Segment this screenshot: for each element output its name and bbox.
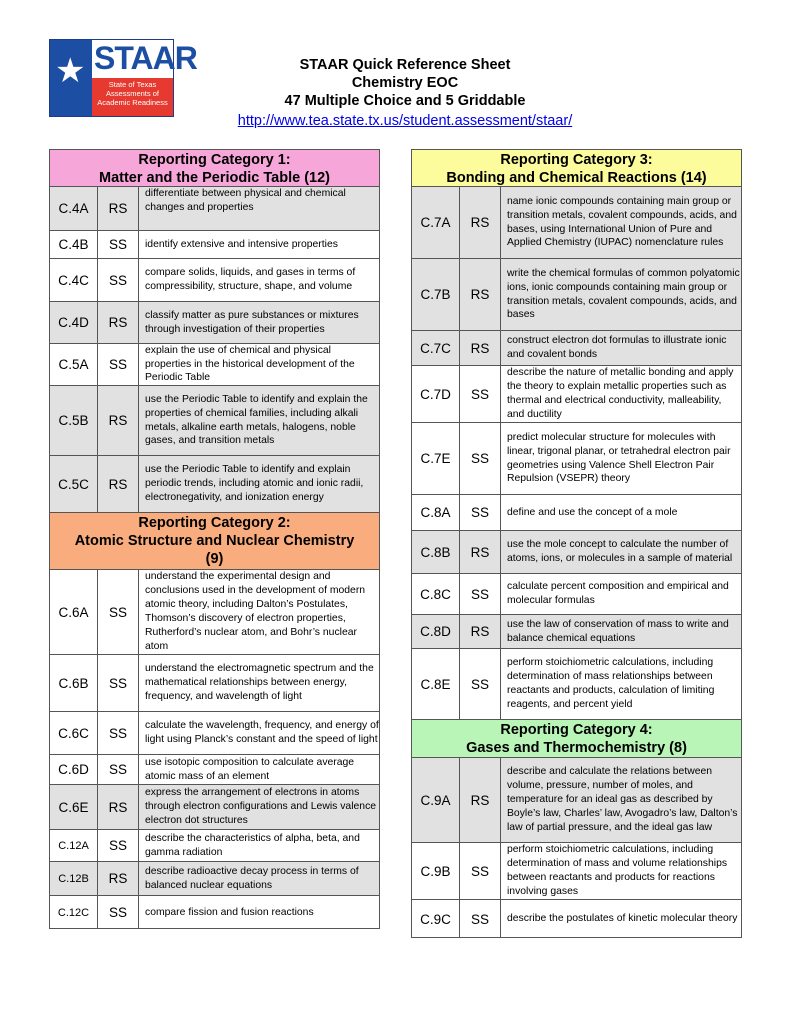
standard-level: RS bbox=[98, 785, 139, 829]
standard-level: RS bbox=[98, 862, 139, 895]
standard-code: C.12C bbox=[50, 896, 98, 929]
standard-code: C.9C bbox=[412, 900, 460, 938]
standard-code: C.6D bbox=[50, 755, 98, 784]
standard-level: RS bbox=[460, 531, 501, 573]
standard-code: C.8A bbox=[412, 495, 460, 530]
table-row bbox=[412, 494, 741, 530]
table-row bbox=[50, 861, 379, 895]
category-3-name: Bonding and Chemical Reactions (14) bbox=[446, 170, 707, 186]
category-1-name: Matter and the Periodic Table (12) bbox=[99, 170, 330, 186]
standard-code: C.7D bbox=[412, 366, 460, 422]
standard-code: C.12A bbox=[50, 830, 98, 861]
table-row bbox=[412, 614, 741, 648]
standard-level: SS bbox=[98, 344, 139, 385]
standard-description: define and use the concept of a mole bbox=[507, 506, 678, 518]
standard-level: RS bbox=[98, 302, 139, 343]
standard-level: RS bbox=[98, 456, 139, 512]
standard-level: RS bbox=[460, 331, 501, 365]
standard-code: C.4C bbox=[50, 259, 98, 301]
standard-description: write the chemical formulas of common polyatomic ions, ionic compounds containing main group or transition metals, covalent compounds, acids, and bases bbox=[507, 267, 740, 321]
table-row bbox=[412, 365, 741, 422]
table-row bbox=[50, 754, 379, 784]
standard-description: explain the use of chemical and physical properties in the historical development of the Periodic Table bbox=[145, 344, 355, 384]
table-row bbox=[50, 230, 379, 258]
standard-description: perform stoichiometric calculations, including determination of mass relationships between reactants and products, calculation of limiting reagents, and percent yield bbox=[507, 657, 715, 710]
category-3-header bbox=[412, 149, 741, 186]
standard-level: SS bbox=[460, 366, 501, 422]
standard-description: calculate the wavelength, frequency, and energy of light using Planck’s constant and the speed of light bbox=[145, 720, 379, 745]
table-row bbox=[50, 343, 379, 385]
standard-description: compare solids, liquids, and gases in terms of compressibility, structure, shape, and volume bbox=[145, 267, 356, 292]
category-2-name: Atomic Structure and Nuclear Chemistry bbox=[74, 533, 355, 549]
standard-description: use the law of conservation of mass to write and balance chemical equations bbox=[507, 618, 729, 644]
standard-level: SS bbox=[98, 830, 139, 861]
table-row bbox=[50, 301, 379, 343]
standard-level: SS bbox=[460, 900, 501, 938]
standard-code: C.8B bbox=[412, 531, 460, 573]
standard-code: C.6A bbox=[50, 570, 98, 654]
table-row bbox=[50, 385, 379, 455]
page-subtitle: Chemistry EOC bbox=[351, 75, 459, 91]
standard-description: identify extensive and intensive properties bbox=[145, 238, 338, 250]
table-row bbox=[50, 784, 379, 829]
standard-description: perform stoichiometric calculations, including determination of mass and volume relationships between reactants and products for reactions involving gases bbox=[507, 844, 728, 897]
star-icon: ★ bbox=[55, 51, 86, 91]
standard-level: SS bbox=[98, 231, 139, 258]
standard-code: C.9A bbox=[412, 758, 460, 842]
standard-code: C.4B bbox=[50, 231, 98, 258]
standard-level: SS bbox=[98, 896, 139, 929]
standard-description: describe the characteristics of alpha, beta, and gamma radiation bbox=[145, 832, 360, 858]
category-2-count: (9) bbox=[205, 551, 224, 567]
logo-wordmark: STAAR bbox=[94, 40, 197, 76]
table-row bbox=[50, 569, 379, 654]
standard-code: C.12B bbox=[50, 862, 98, 895]
table-row bbox=[412, 842, 741, 899]
standard-code: C.5A bbox=[50, 344, 98, 385]
table-row bbox=[412, 530, 741, 573]
standard-description: compare fission and fusion reactions bbox=[145, 906, 314, 918]
table-row bbox=[50, 711, 379, 754]
standard-code: C.7C bbox=[412, 331, 460, 365]
standard-description: describe radioactive decay process in terms of balanced nuclear equations bbox=[145, 865, 359, 891]
standard-description: use the Periodic Table to identify and explain the properties of chemical families, including alkali metals, alkaline earth metals, halogens, noble gases, and transition metals bbox=[145, 393, 368, 447]
category-1-title: Reporting Category 1: bbox=[138, 152, 291, 168]
left-column bbox=[49, 149, 380, 929]
standard-description: differentiate between physical and chemical changes and properties bbox=[145, 188, 346, 213]
table-row bbox=[412, 330, 741, 365]
standard-description: calculate percent composition and empirical and molecular formulas bbox=[507, 581, 729, 606]
standard-level: SS bbox=[98, 712, 139, 754]
right-column bbox=[411, 149, 742, 938]
standard-description: express the arrangement of electrons in atoms through electron configurations and Lewis valence electron dot structures bbox=[145, 787, 377, 826]
standard-level: RS bbox=[98, 187, 139, 230]
standard-code: C.8D bbox=[412, 615, 460, 648]
table-row bbox=[50, 258, 379, 301]
standard-description: name ionic compounds containing main group or transition metals, covalent compounds, acids, and bases, using International Union of Pure and Applied Chemistry (IUPAC) nomenclature rules bbox=[507, 195, 737, 249]
item-count-line: 47 Multiple Choice and 5 Griddable bbox=[284, 93, 526, 109]
standard-description: describe the postulates of kinetic molecular theory bbox=[507, 913, 738, 925]
category-4-title: Reporting Category 4: bbox=[500, 722, 653, 738]
standard-description: describe the nature of metallic bonding and apply the theory to explain metallic properties such as thermal and electrical conductivity, malleability, and ductility bbox=[507, 367, 734, 420]
standard-description: understand the electromagnetic spectrum and the mathematical relationships between energy, frequency, and wavelength of light bbox=[145, 663, 374, 702]
table-row bbox=[412, 648, 741, 719]
category-4-name: Gases and Thermochemistry (8) bbox=[466, 740, 687, 756]
standard-level: SS bbox=[460, 495, 501, 530]
standard-level: SS bbox=[98, 259, 139, 301]
standard-description: describe and calculate the relations between volume, pressure, number of moles, and temperature for an ideal gas as described by Boyle’s law, Charles’ law, Avogadro’s law, Dalton’s law of partial pressure, and the ideal gas law bbox=[507, 766, 738, 833]
staar-logo bbox=[49, 39, 197, 117]
standard-code: C.7E bbox=[412, 423, 460, 494]
standard-level: SS bbox=[98, 655, 139, 711]
standard-code: C.6E bbox=[50, 785, 98, 829]
standard-level: SS bbox=[460, 574, 501, 614]
standard-description: construct electron dot formulas to illustrate ionic and covalent bonds bbox=[507, 335, 727, 360]
standard-code: C.5B bbox=[50, 386, 98, 455]
standard-level: SS bbox=[98, 755, 139, 784]
category-4-header bbox=[412, 719, 741, 757]
standard-level: SS bbox=[460, 423, 501, 494]
page-title: STAAR Quick Reference Sheet bbox=[299, 57, 511, 73]
table-row bbox=[412, 186, 741, 258]
table-row bbox=[50, 455, 379, 512]
standard-description: use the Periodic Table to identify and explain periodic trends, including atomic and ionic radii, electronegativity, and ionization energy bbox=[145, 464, 364, 503]
standard-level: RS bbox=[98, 386, 139, 455]
standard-level: RS bbox=[460, 259, 501, 330]
table-row bbox=[50, 829, 379, 861]
standard-code: C.6B bbox=[50, 655, 98, 711]
standard-description: understand the experimental design and conclusions used in the development of modern atomic theory, including Dalton’s Postulates, Thomson’s discovery of electron properties, Rutherford’s nuclear atom, and Bohr’s nuclear atom bbox=[145, 571, 366, 652]
standard-level: SS bbox=[460, 649, 501, 719]
logo-tagline: State of Texas Assessments of Academic Readiness bbox=[92, 78, 173, 116]
table-row bbox=[412, 258, 741, 330]
standard-code: C.9B bbox=[412, 843, 460, 899]
standard-code: C.4A bbox=[50, 187, 98, 230]
table-row bbox=[50, 895, 379, 929]
table-row bbox=[412, 899, 741, 938]
standard-level: SS bbox=[98, 570, 139, 654]
table-row bbox=[412, 757, 741, 842]
standard-code: C.7B bbox=[412, 259, 460, 330]
standard-code: C.6C bbox=[50, 712, 98, 754]
standard-level: RS bbox=[460, 615, 501, 648]
standard-code: C.7A bbox=[412, 187, 460, 258]
category-2-header bbox=[50, 512, 379, 569]
standard-level: RS bbox=[460, 758, 501, 842]
standard-code: C.4D bbox=[50, 302, 98, 343]
table-row bbox=[412, 573, 741, 614]
category-3-title: Reporting Category 3: bbox=[500, 152, 653, 168]
standard-description: classify matter as pure substances or mixtures through investigation of their properties bbox=[145, 309, 359, 335]
standard-code: C.5C bbox=[50, 456, 98, 512]
staar-url-link[interactable]: http://www.tea.state.tx.us/student.assessment/staar/ bbox=[237, 113, 573, 129]
table-row bbox=[50, 186, 379, 230]
standard-description: use the mole concept to calculate the number of atoms, ions, or molecules in a sample of material bbox=[507, 539, 733, 564]
category-1-header bbox=[50, 149, 379, 186]
standard-description: use isotopic composition to calculate average atomic mass of an element bbox=[145, 756, 355, 782]
standard-code: C.8C bbox=[412, 574, 460, 614]
standard-level: SS bbox=[460, 843, 501, 899]
standard-code: C.8E bbox=[412, 649, 460, 719]
table-row bbox=[412, 422, 741, 494]
standard-level: RS bbox=[460, 187, 501, 258]
standard-description: predict molecular structure for molecules with linear, trigonal planar, or tetrahedral electron pair geometries using Valence Shell Electron Pair Repulsion (VSEPR) theory bbox=[507, 431, 731, 485]
table-row bbox=[50, 654, 379, 711]
category-2-title: Reporting Category 2: bbox=[138, 515, 291, 531]
